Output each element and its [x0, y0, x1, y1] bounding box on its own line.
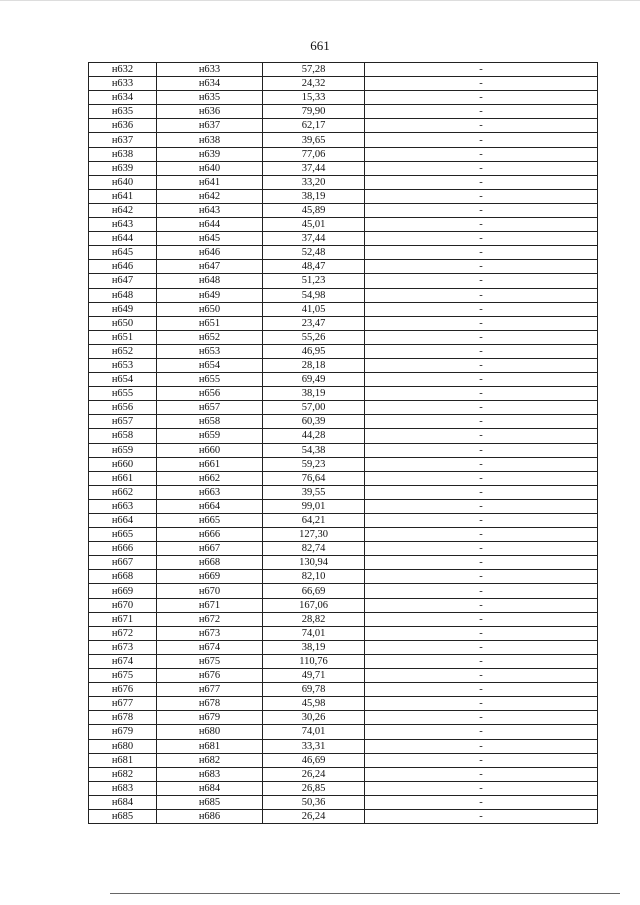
table-row [89, 669, 598, 683]
note-cell: - [365, 485, 598, 499]
note-cell: - [365, 161, 598, 175]
table-row [89, 246, 598, 260]
distance-cell: 37,44 [263, 161, 365, 175]
to-point-cell: н685 [157, 795, 263, 809]
to-point-cell: н649 [157, 288, 263, 302]
distance-cell: 82,10 [263, 570, 365, 584]
table-row [89, 542, 598, 556]
note-cell: - [365, 443, 598, 457]
distance-cell: 74,01 [263, 725, 365, 739]
to-point-cell: н677 [157, 683, 263, 697]
table-row [89, 683, 598, 697]
table-row [89, 443, 598, 457]
distance-cell: 54,38 [263, 443, 365, 457]
distance-cell: 15,33 [263, 91, 365, 105]
note-cell: - [365, 542, 598, 556]
distance-cell: 38,19 [263, 387, 365, 401]
scan-edge [0, 0, 640, 1]
note-cell: - [365, 203, 598, 217]
distance-cell: 48,47 [263, 260, 365, 274]
distance-cell: 55,26 [263, 330, 365, 344]
table-row [89, 528, 598, 542]
from-point-cell: н681 [89, 753, 157, 767]
to-point-cell: н679 [157, 711, 263, 725]
note-cell: - [365, 147, 598, 161]
to-point-cell: н642 [157, 189, 263, 203]
from-point-cell: н674 [89, 654, 157, 668]
table-row [89, 429, 598, 443]
to-point-cell: н674 [157, 640, 263, 654]
distance-cell: 45,89 [263, 203, 365, 217]
to-point-cell: н654 [157, 358, 263, 372]
from-point-cell: н644 [89, 232, 157, 246]
table-row [89, 147, 598, 161]
from-point-cell: н654 [89, 373, 157, 387]
boundary-table [88, 62, 598, 824]
table-row [89, 781, 598, 795]
from-point-cell: н637 [89, 133, 157, 147]
from-point-cell: н677 [89, 697, 157, 711]
note-cell: - [365, 584, 598, 598]
note-cell: - [365, 401, 598, 415]
to-point-cell: н645 [157, 232, 263, 246]
to-point-cell: н653 [157, 344, 263, 358]
from-point-cell: н664 [89, 514, 157, 528]
distance-cell: 66,69 [263, 584, 365, 598]
distance-cell: 127,30 [263, 528, 365, 542]
distance-cell: 60,39 [263, 415, 365, 429]
from-point-cell: н682 [89, 767, 157, 781]
from-point-cell: н650 [89, 316, 157, 330]
distance-cell: 46,69 [263, 753, 365, 767]
from-point-cell: н667 [89, 556, 157, 570]
table-row [89, 753, 598, 767]
to-point-cell: н667 [157, 542, 263, 556]
distance-cell: 99,01 [263, 499, 365, 513]
from-point-cell: н685 [89, 809, 157, 823]
from-point-cell: н660 [89, 457, 157, 471]
distance-cell: 26,85 [263, 781, 365, 795]
note-cell: - [365, 358, 598, 372]
note-cell: - [365, 274, 598, 288]
distance-cell: 46,95 [263, 344, 365, 358]
table-row [89, 373, 598, 387]
from-point-cell: н635 [89, 105, 157, 119]
to-point-cell: н643 [157, 203, 263, 217]
from-point-cell: н671 [89, 612, 157, 626]
table-row [89, 654, 598, 668]
to-point-cell: н661 [157, 457, 263, 471]
distance-cell: 30,26 [263, 711, 365, 725]
distance-cell: 76,64 [263, 471, 365, 485]
note-cell: - [365, 175, 598, 189]
note-cell: - [365, 119, 598, 133]
table-row [89, 63, 598, 77]
to-point-cell: н637 [157, 119, 263, 133]
note-cell: - [365, 189, 598, 203]
note-cell: - [365, 499, 598, 513]
note-cell: - [365, 429, 598, 443]
distance-cell: 57,00 [263, 401, 365, 415]
to-point-cell: н664 [157, 499, 263, 513]
table-row [89, 119, 598, 133]
to-point-cell: н666 [157, 528, 263, 542]
to-point-cell: н640 [157, 161, 263, 175]
to-point-cell: н676 [157, 669, 263, 683]
from-point-cell: н646 [89, 260, 157, 274]
table-row [89, 499, 598, 513]
table-row [89, 133, 598, 147]
to-point-cell: н668 [157, 556, 263, 570]
table-row [89, 161, 598, 175]
from-point-cell: н676 [89, 683, 157, 697]
from-point-cell: н658 [89, 429, 157, 443]
to-point-cell: н672 [157, 612, 263, 626]
distance-cell: 79,90 [263, 105, 365, 119]
to-point-cell: н644 [157, 218, 263, 232]
from-point-cell: н683 [89, 781, 157, 795]
table-row [89, 260, 598, 274]
distance-cell: 54,98 [263, 288, 365, 302]
from-point-cell: н647 [89, 274, 157, 288]
distance-cell: 26,24 [263, 767, 365, 781]
table-row [89, 556, 598, 570]
table-row [89, 739, 598, 753]
from-point-cell: н668 [89, 570, 157, 584]
to-point-cell: н673 [157, 626, 263, 640]
distance-cell: 74,01 [263, 626, 365, 640]
table-row [89, 598, 598, 612]
note-cell: - [365, 739, 598, 753]
from-point-cell: н673 [89, 640, 157, 654]
note-cell: - [365, 570, 598, 584]
from-point-cell: н648 [89, 288, 157, 302]
to-point-cell: н670 [157, 584, 263, 598]
table-row [89, 626, 598, 640]
from-point-cell: н652 [89, 344, 157, 358]
table-row [89, 302, 598, 316]
distance-cell: 82,74 [263, 542, 365, 556]
table-row [89, 514, 598, 528]
table-row [89, 612, 598, 626]
to-point-cell: н651 [157, 316, 263, 330]
to-point-cell: н665 [157, 514, 263, 528]
table-row [89, 711, 598, 725]
to-point-cell: н669 [157, 570, 263, 584]
note-cell: - [365, 316, 598, 330]
note-cell: - [365, 457, 598, 471]
to-point-cell: н657 [157, 401, 263, 415]
to-point-cell: н683 [157, 767, 263, 781]
distance-cell: 62,17 [263, 119, 365, 133]
note-cell: - [365, 753, 598, 767]
distance-cell: 39,65 [263, 133, 365, 147]
to-point-cell: н636 [157, 105, 263, 119]
table-row [89, 570, 598, 584]
from-point-cell: н665 [89, 528, 157, 542]
from-point-cell: н649 [89, 302, 157, 316]
distance-cell: 28,82 [263, 612, 365, 626]
from-point-cell: н670 [89, 598, 157, 612]
note-cell: - [365, 133, 598, 147]
note-cell: - [365, 260, 598, 274]
to-point-cell: н671 [157, 598, 263, 612]
to-point-cell: н655 [157, 373, 263, 387]
note-cell: - [365, 105, 598, 119]
to-point-cell: н675 [157, 654, 263, 668]
distance-cell: 33,31 [263, 739, 365, 753]
from-point-cell: н662 [89, 485, 157, 499]
table-row [89, 330, 598, 344]
from-point-cell: н678 [89, 711, 157, 725]
bottom-rule [110, 893, 620, 894]
table-row [89, 584, 598, 598]
distance-cell: 23,47 [263, 316, 365, 330]
from-point-cell: н636 [89, 119, 157, 133]
from-point-cell: н640 [89, 175, 157, 189]
from-point-cell: н653 [89, 358, 157, 372]
table-row [89, 809, 598, 823]
to-point-cell: н650 [157, 302, 263, 316]
table-row [89, 77, 598, 91]
distance-cell: 39,55 [263, 485, 365, 499]
table-row [89, 232, 598, 246]
distance-cell: 130,94 [263, 556, 365, 570]
distance-cell: 110,76 [263, 654, 365, 668]
to-point-cell: н659 [157, 429, 263, 443]
table-row [89, 274, 598, 288]
to-point-cell: н686 [157, 809, 263, 823]
distance-cell: 51,23 [263, 274, 365, 288]
from-point-cell: н638 [89, 147, 157, 161]
distance-cell: 52,48 [263, 246, 365, 260]
table-body [89, 63, 598, 824]
to-point-cell: н647 [157, 260, 263, 274]
note-cell: - [365, 471, 598, 485]
to-point-cell: н646 [157, 246, 263, 260]
table-row [89, 344, 598, 358]
distance-cell: 33,20 [263, 175, 365, 189]
from-point-cell: н645 [89, 246, 157, 260]
from-point-cell: н657 [89, 415, 157, 429]
table-row [89, 316, 598, 330]
to-point-cell: н682 [157, 753, 263, 767]
from-point-cell: н659 [89, 443, 157, 457]
table-row [89, 697, 598, 711]
note-cell: - [365, 598, 598, 612]
table-row [89, 203, 598, 217]
from-point-cell: н656 [89, 401, 157, 415]
to-point-cell: н680 [157, 725, 263, 739]
to-point-cell: н638 [157, 133, 263, 147]
from-point-cell: н680 [89, 739, 157, 753]
table-row [89, 175, 598, 189]
distance-cell: 26,24 [263, 809, 365, 823]
to-point-cell: н641 [157, 175, 263, 189]
to-point-cell: н662 [157, 471, 263, 485]
table-row [89, 288, 598, 302]
distance-cell: 37,44 [263, 232, 365, 246]
note-cell: - [365, 795, 598, 809]
to-point-cell: н634 [157, 77, 263, 91]
distance-cell: 77,06 [263, 147, 365, 161]
to-point-cell: н639 [157, 147, 263, 161]
note-cell: - [365, 767, 598, 781]
note-cell: - [365, 288, 598, 302]
to-point-cell: н648 [157, 274, 263, 288]
distance-cell: 44,28 [263, 429, 365, 443]
from-point-cell: н669 [89, 584, 157, 598]
table-row [89, 387, 598, 401]
note-cell: - [365, 781, 598, 795]
note-cell: - [365, 640, 598, 654]
from-point-cell: н651 [89, 330, 157, 344]
to-point-cell: н635 [157, 91, 263, 105]
note-cell: - [365, 514, 598, 528]
to-point-cell: н678 [157, 697, 263, 711]
note-cell: - [365, 415, 598, 429]
table-row [89, 457, 598, 471]
to-point-cell: н633 [157, 63, 263, 77]
note-cell: - [365, 626, 598, 640]
from-point-cell: н641 [89, 189, 157, 203]
distance-cell: 41,05 [263, 302, 365, 316]
table-row [89, 795, 598, 809]
distance-cell: 45,01 [263, 218, 365, 232]
note-cell: - [365, 63, 598, 77]
from-point-cell: н666 [89, 542, 157, 556]
table-row [89, 485, 598, 499]
from-point-cell: н663 [89, 499, 157, 513]
from-point-cell: н639 [89, 161, 157, 175]
note-cell: - [365, 556, 598, 570]
distance-cell: 38,19 [263, 189, 365, 203]
table-row [89, 640, 598, 654]
note-cell: - [365, 330, 598, 344]
table-row [89, 358, 598, 372]
note-cell: - [365, 246, 598, 260]
note-cell: - [365, 612, 598, 626]
table-row [89, 767, 598, 781]
note-cell: - [365, 387, 598, 401]
to-point-cell: н684 [157, 781, 263, 795]
from-point-cell: н675 [89, 669, 157, 683]
table-row [89, 218, 598, 232]
distance-cell: 69,78 [263, 683, 365, 697]
note-cell: - [365, 654, 598, 668]
note-cell: - [365, 232, 598, 246]
distance-cell: 167,06 [263, 598, 365, 612]
distance-cell: 57,28 [263, 63, 365, 77]
distance-cell: 50,36 [263, 795, 365, 809]
from-point-cell: н642 [89, 203, 157, 217]
to-point-cell: н658 [157, 415, 263, 429]
table-row [89, 725, 598, 739]
distance-cell: 24,32 [263, 77, 365, 91]
note-cell: - [365, 91, 598, 105]
from-point-cell: н661 [89, 471, 157, 485]
note-cell: - [365, 725, 598, 739]
note-cell: - [365, 711, 598, 725]
note-cell: - [365, 697, 598, 711]
table-row [89, 415, 598, 429]
to-point-cell: н652 [157, 330, 263, 344]
note-cell: - [365, 809, 598, 823]
note-cell: - [365, 373, 598, 387]
distance-cell: 49,71 [263, 669, 365, 683]
from-point-cell: н634 [89, 91, 157, 105]
page-number: 661 [310, 38, 330, 53]
distance-cell: 64,21 [263, 514, 365, 528]
distance-cell: 69,49 [263, 373, 365, 387]
from-point-cell: н633 [89, 77, 157, 91]
table-row [89, 105, 598, 119]
to-point-cell: н656 [157, 387, 263, 401]
note-cell: - [365, 302, 598, 316]
note-cell: - [365, 77, 598, 91]
distance-cell: 45,98 [263, 697, 365, 711]
from-point-cell: н684 [89, 795, 157, 809]
note-cell: - [365, 218, 598, 232]
distance-cell: 38,19 [263, 640, 365, 654]
from-point-cell: н632 [89, 63, 157, 77]
from-point-cell: н643 [89, 218, 157, 232]
note-cell: - [365, 683, 598, 697]
table-row [89, 189, 598, 203]
note-cell: - [365, 528, 598, 542]
distance-cell: 59,23 [263, 457, 365, 471]
from-point-cell: н679 [89, 725, 157, 739]
from-point-cell: н672 [89, 626, 157, 640]
note-cell: - [365, 344, 598, 358]
table-row [89, 91, 598, 105]
to-point-cell: н681 [157, 739, 263, 753]
from-point-cell: н655 [89, 387, 157, 401]
table-row [89, 401, 598, 415]
distance-cell: 28,18 [263, 358, 365, 372]
table-row [89, 471, 598, 485]
to-point-cell: н660 [157, 443, 263, 457]
note-cell: - [365, 669, 598, 683]
to-point-cell: н663 [157, 485, 263, 499]
